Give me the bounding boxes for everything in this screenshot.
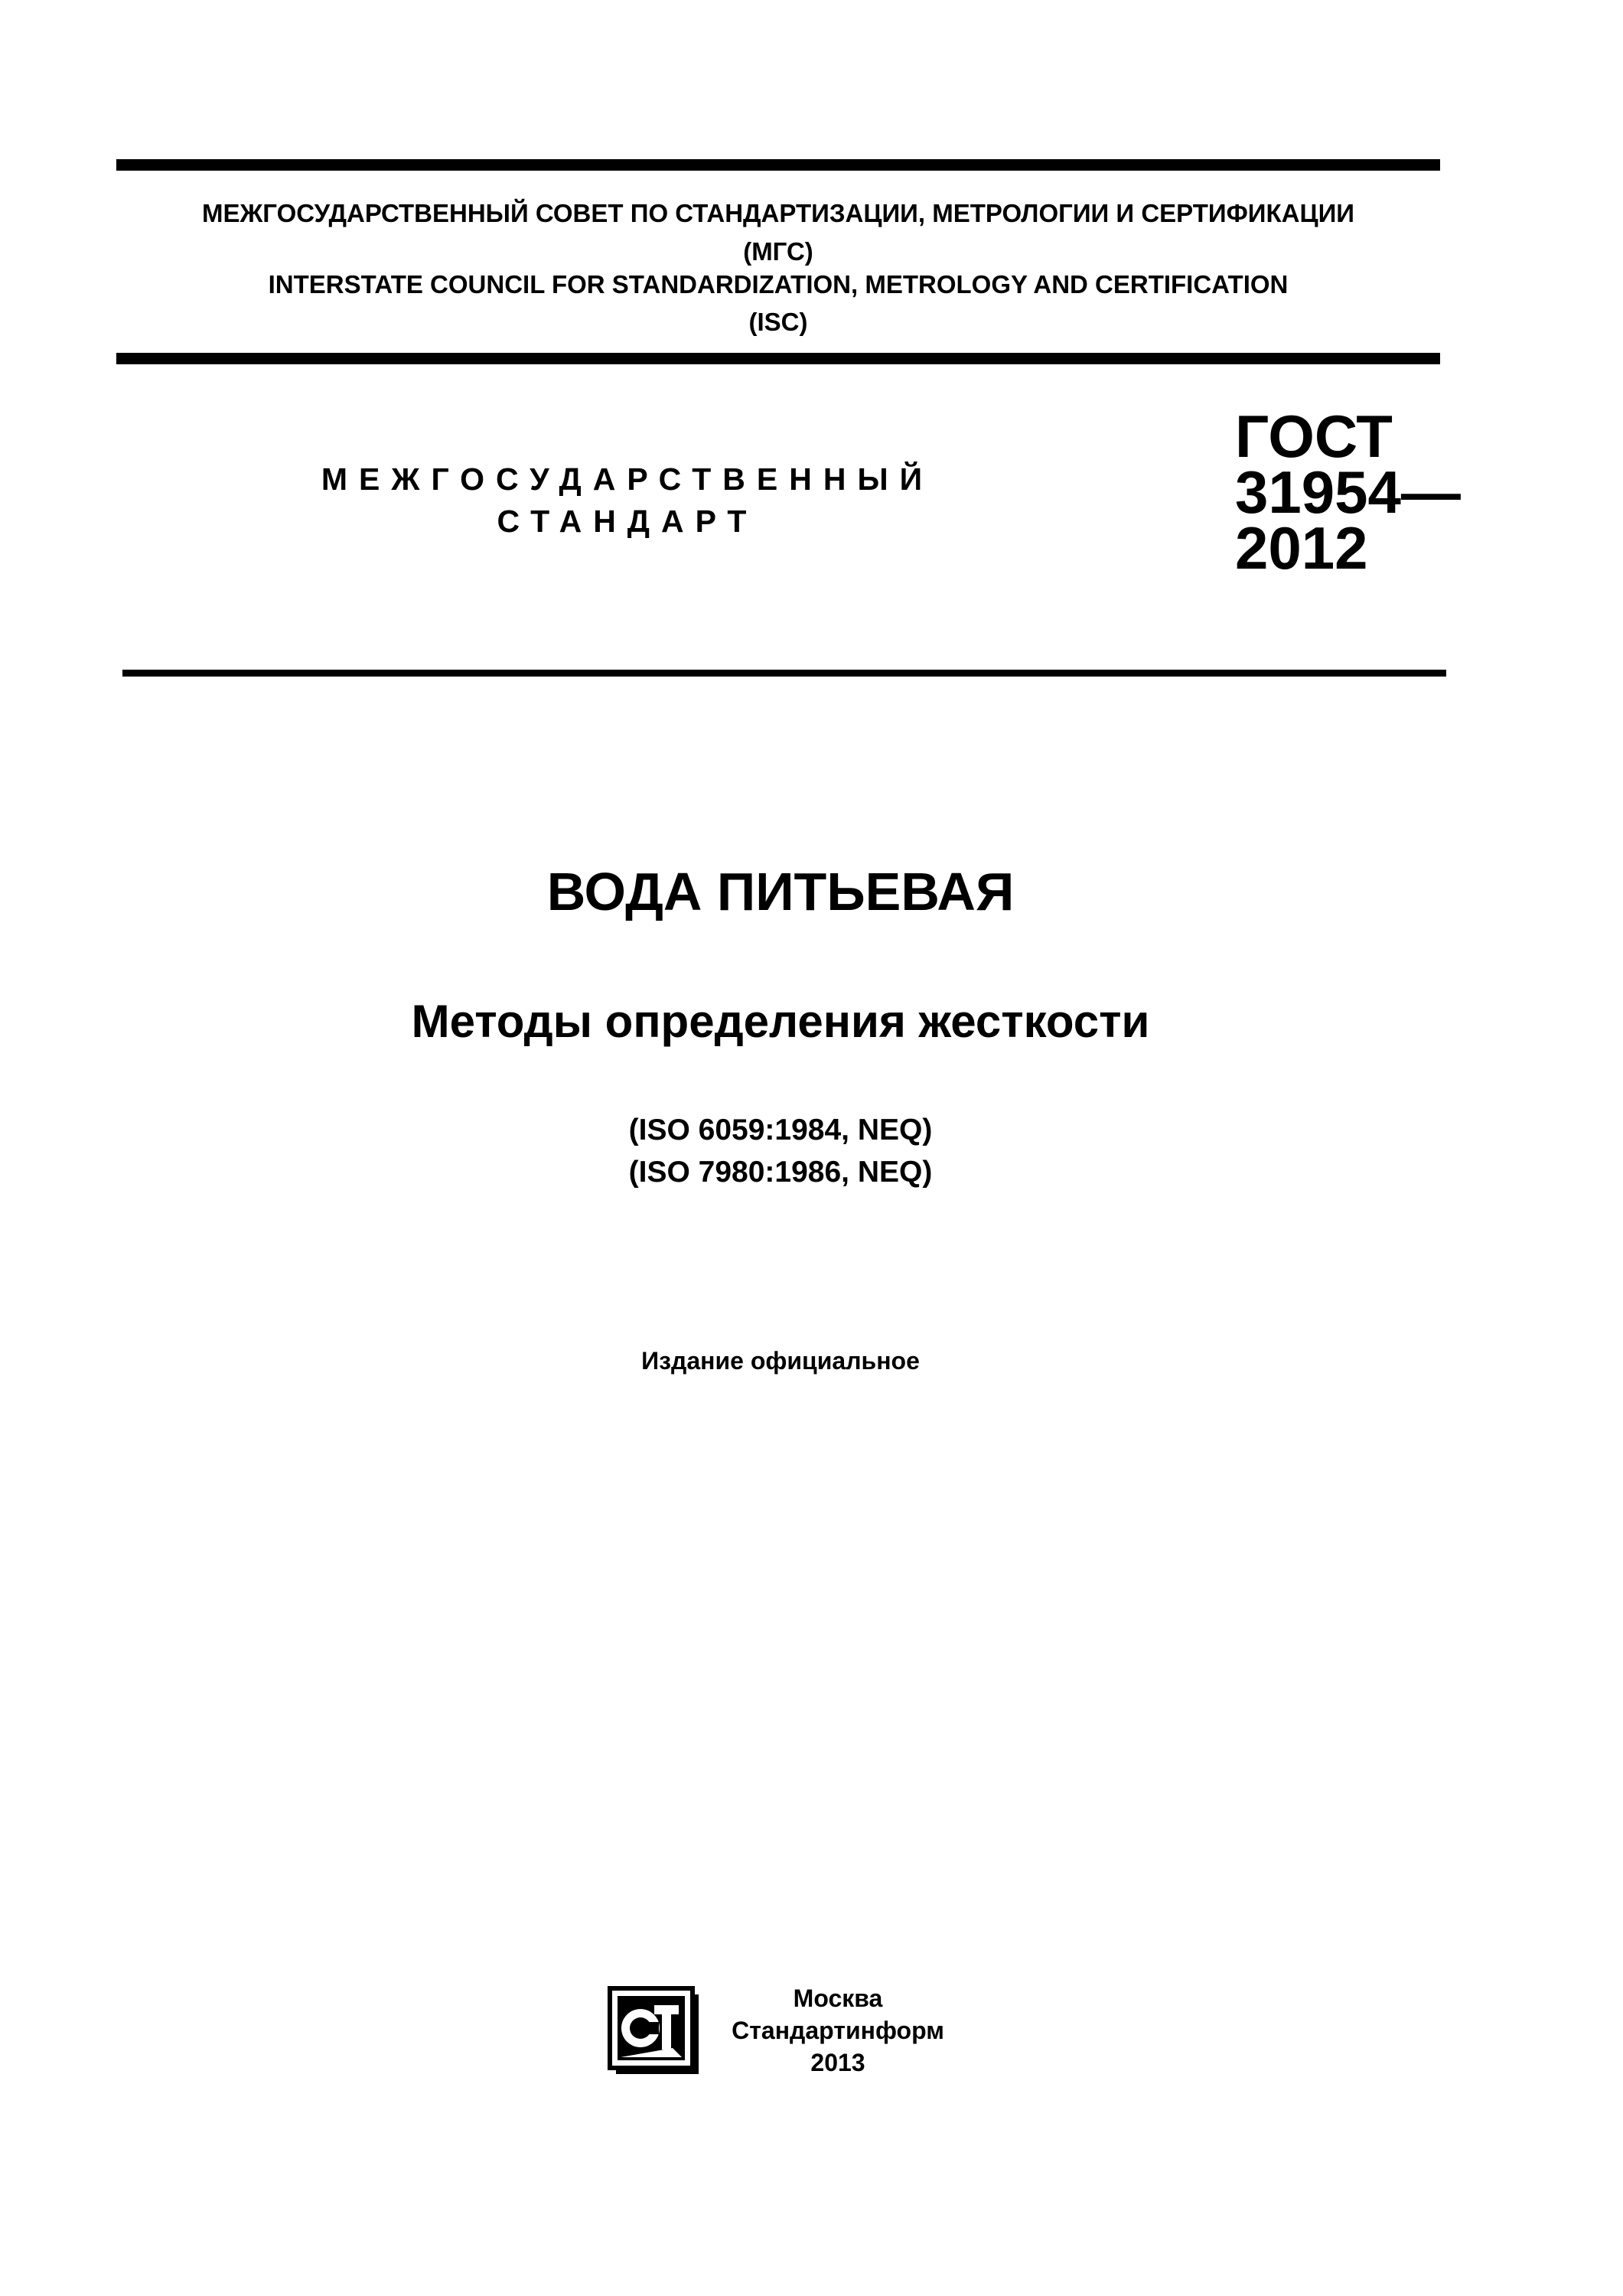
council-abbr-en: (ISC) xyxy=(748,308,808,336)
standard-kind-line-1: МЕЖГОСУДАРСТВЕННЫЙ xyxy=(321,461,934,497)
standartinform-logo xyxy=(607,1984,702,2078)
council-name-en: INTERSTATE COUNCIL FOR STANDARDIZATION, METROLOGY AND CERTIFICATION xyxy=(268,270,1289,298)
document-title: ВОДА ПИТЬЕВАЯ xyxy=(546,862,1015,921)
publisher-name: Стандартинформ xyxy=(732,2017,944,2044)
document-subtitle: Методы определения жесткости xyxy=(411,996,1150,1047)
iso-reference: (ISO 7980:1986, NEQ) xyxy=(628,1156,933,1189)
iso-reference: (ISO 6059:1984, NEQ) xyxy=(628,1114,933,1146)
publication-year: 2013 xyxy=(810,2049,865,2076)
top-divider xyxy=(116,159,1440,171)
gost-year: 2012 xyxy=(1235,514,1368,582)
designation-divider xyxy=(122,670,1446,677)
council-name-ru: МЕЖГОСУДАРСТВЕННЫЙ СОВЕТ ПО СТАНДАРТИЗАЦИИ, МЕТРОЛОГИИ И СЕРТИФИКАЦИИ xyxy=(201,199,1355,227)
edition-note: Издание официальное xyxy=(641,1347,920,1375)
gost-designation: ГОСТ xyxy=(1235,403,1393,470)
council-abbr-ru: (МГС) xyxy=(743,237,813,266)
publisher-city: Москва xyxy=(793,1985,883,2012)
standard-kind-line-2: СТАНДАРТ xyxy=(497,504,758,539)
header-divider xyxy=(116,353,1440,364)
gost-number: 31954— xyxy=(1235,458,1461,526)
